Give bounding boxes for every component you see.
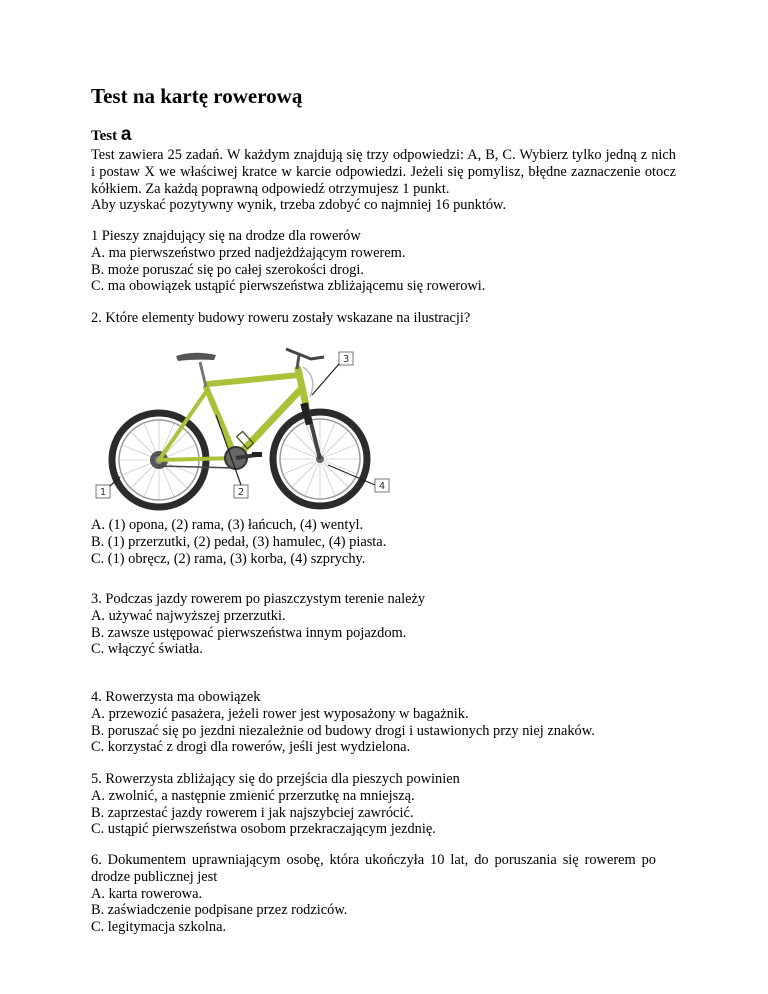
question-text: 5. Rowerzysta zbliżający się do przejścia dla pieszych powinien xyxy=(91,771,460,787)
answer-b: B. może poruszać się po całej szerokości drogi. xyxy=(91,261,364,278)
answer-c: C. ustąpić pierwszeństwa osobom przekraczającym jezdnię. xyxy=(91,821,436,838)
answer-a: A. karta rowerowa. xyxy=(91,885,203,902)
question-5 xyxy=(91,771,691,838)
answer-b: B. zawsze ustępować pierwszeństwa innym pojazdom. xyxy=(91,624,407,641)
question-text: 2. Które elementy budowy roweru zostały wskazane na ilustracji? xyxy=(91,310,471,326)
question-text: 4. Rowerzysta ma obowiązek xyxy=(91,689,261,705)
svg-text:2: 2 xyxy=(237,487,245,498)
question-text: 3. Podczas jazdy rowerem po piaszczystym terenie należy xyxy=(91,591,426,607)
question-text: 6. Dokumentem uprawniającym osobę, która ukończyła 10 lat, do poruszania się rowerem po drodze publicznej jest xyxy=(91,852,656,885)
answer-b: B. poruszać się po jezdni niezależnie od budowy drogi i ustawionych przy niej znaków. xyxy=(91,722,595,739)
question-4 xyxy=(91,689,691,756)
question-2 xyxy=(91,310,691,327)
answer-c: C. ma obowiązek ustąpić pierwszeństwa zbliżającemu się rowerowi. xyxy=(91,278,486,295)
page-title: Test na kartę rowerową xyxy=(91,84,303,108)
question-text: 1 Pieszy znajdujący się na drodze dla rowerów xyxy=(91,228,361,244)
bicycle-illustration xyxy=(96,337,386,509)
test-subtitle xyxy=(91,124,131,146)
svg-text:1: 1 xyxy=(99,487,107,498)
svg-text:3: 3 xyxy=(342,354,350,365)
question-3 xyxy=(91,591,461,658)
answer-c: C. włączyć światła. xyxy=(91,641,203,658)
bike-frame xyxy=(159,369,306,460)
instructions xyxy=(91,147,676,214)
test-letter: a xyxy=(120,124,132,145)
question-2-answers xyxy=(91,517,691,567)
instructions-paragraph: Test zawiera 25 zadań. W każdym znajdują się trzy odpowiedzi: A, B, C. Wybierz tylko jedną z nich i postaw X we właściwej kratce w karcie odpowiedzi. Jeżeli się pomylisz, błędne zaznaczenie otocz kółkiem. Za każdą poprawną odpowiedź otrzymujesz 1 punkt. xyxy=(91,147,676,197)
answer-a: A. (1) opona, (2) rama, (3) łańcuch, (4) wentyl. xyxy=(91,517,364,533)
answer-a: A. zwolnić, a następnie zmienić przerzutkę na mniejszą. xyxy=(91,787,415,804)
svg-text:4: 4 xyxy=(378,481,386,492)
answer-b: B. (1) przerzutki, (2) pedał, (3) hamulec, (4) piasta. xyxy=(91,533,387,550)
answer-c: C. korzystać z drogi dla rowerów, jeśli jest wydzielona. xyxy=(91,739,411,756)
callout-1 xyxy=(96,477,120,498)
answer-c: C. legitymacja szkolna. xyxy=(91,919,227,936)
question-1 xyxy=(91,228,691,295)
test-label: Test xyxy=(91,128,118,144)
answer-b: B. zaprzestać jazdy rowerem i jak najszybciej zawrócić. xyxy=(91,804,414,821)
answer-b: B. zaświadczenie podpisane przez rodziców. xyxy=(91,902,348,919)
answer-a: A. ma pierwszeństwo przed nadjeżdżającym rowerem. xyxy=(91,244,406,261)
answer-a: A. używać najwyższej przerzutki. xyxy=(91,607,286,624)
answer-c: C. (1) obręcz, (2) rama, (3) korba, (4) szprychy. xyxy=(91,550,366,567)
instructions-pass-threshold: Aby uzyskać pozytywny wynik, trzeba zdobyć co najmniej 16 punktów. xyxy=(91,197,507,214)
answer-a: A. przewozić pasażera, jeżeli rower jest wyposażony w bagażnik. xyxy=(91,705,469,722)
question-6 xyxy=(91,852,656,936)
